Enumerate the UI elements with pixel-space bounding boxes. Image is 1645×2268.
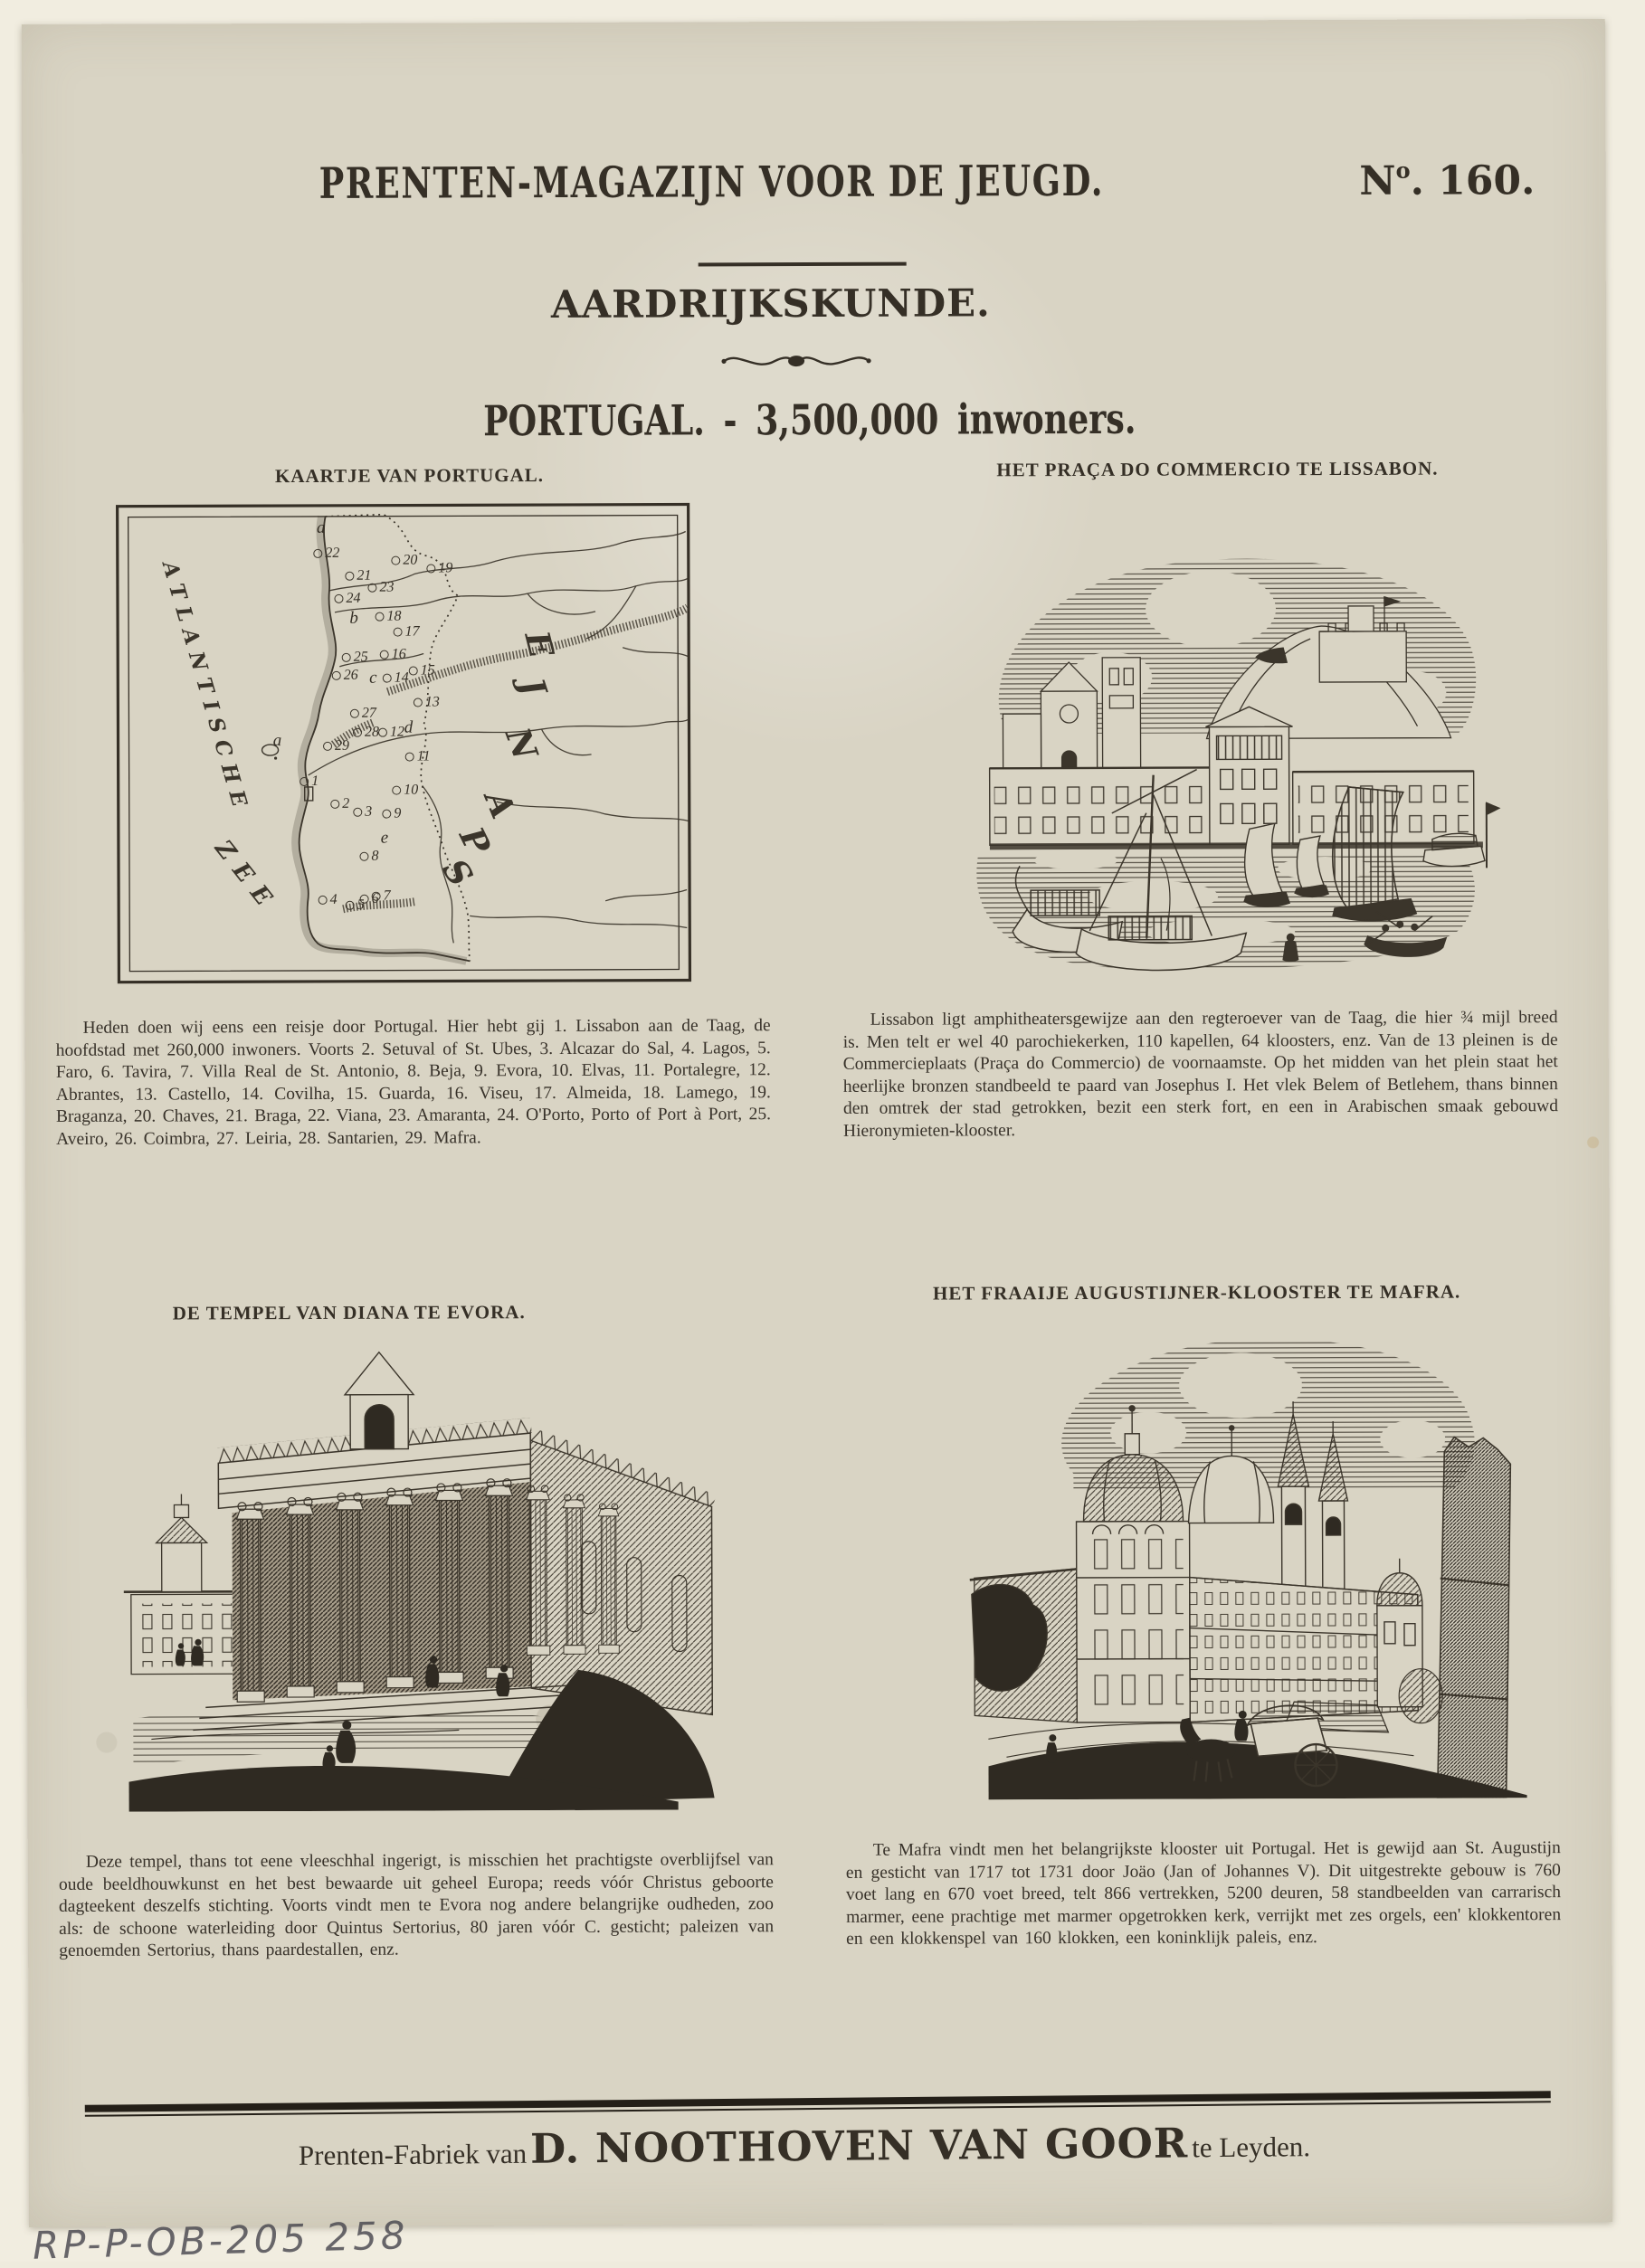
- splet-E: E: [517, 627, 562, 661]
- lisbon-engraving-svg: [939, 540, 1502, 976]
- maplet-d: d: [404, 718, 414, 738]
- body-text-evora: Deze tempel, thans tot eene vleeschhal ingerigt, is misschien het prachtigste overblijfsel van oude beeldhouwkunst en het best bewaarde uit geheel Europa; reeds vóór Christus geboorte dagteekent deszelfs stichting. Voorts vindt men te Evora nog andere belangrijke oudheden, zoo als: de schoone waterleiding door Quintus Sertorius, 80 jaren vóór C. gesticht; paleizen van genoemden Sertorius, thans paardestallen, enz.: [59, 1849, 774, 1963]
- mapmark-6: 6: [360, 891, 379, 907]
- mapmark-17: 17: [394, 624, 420, 641]
- imprint-line: [216, 2117, 1393, 2175]
- subject-title-text: PORTUGAL. - 3,500,000 inwoners.: [484, 394, 1136, 446]
- mapmark-2: 2: [330, 796, 349, 812]
- mapmark-8: 8: [359, 849, 378, 865]
- lisbon-engraving: [939, 540, 1502, 976]
- pedestrian-figure: [1046, 1734, 1057, 1762]
- body-text-map: Heden doen wij eens een reisje door Portugal. Hier hebt gij 1. Lissabon aan de Taag, de hoofdstad met 260,000 inwoners. Voorts 2. Setuval of St. Ubes, 3. Alcazar do Sal, 4. Lagos, 5. Faro, 6. Tavira, 7. Villa Real de St. Antonio, 8. Beja, 9. Evora, 10. Elvas, 11. Portalegre, 12. Abrantes, 13. Castello, 14. Covilha, 15. Guarda, 16. Viseu, 17. Almeida, 18. Lamego, 19. Braganza, 20. Chaves, 21. Braga, 22. Viana, 23. Amaranta, 24. O'Porto, Porto of Port à Port, 25. Aveiro, 26. Coimbra, 27. Leiria, 28. Santarien, 29. Mafra.: [56, 1015, 772, 1151]
- issue-number: [1359, 157, 1576, 204]
- section-title: AARDRIJKSKUNDE.: [228, 280, 1314, 327]
- maplet-a: a: [317, 518, 326, 538]
- mapmark-4: 4: [319, 892, 338, 908]
- imprint-suffix: te Leyden.: [1192, 2130, 1310, 2163]
- mapmark-3: 3: [353, 804, 372, 821]
- mapmark-21: 21: [345, 568, 371, 584]
- mapmark-27: 27: [350, 706, 376, 722]
- mapmark-1: 1: [300, 773, 319, 790]
- mapmark-15: 15: [409, 662, 435, 679]
- splet-J: J: [512, 673, 555, 700]
- caption-mafra: HET FRAAIJE AUGUSTIJNER-KLOOSTER TE MAFRA.: [926, 1280, 1469, 1305]
- left-wing: [970, 1569, 1081, 1722]
- temple-side-wall: [530, 1428, 718, 1715]
- caption-map: KAARTJE VAN PORTUGAL.: [138, 464, 680, 489]
- splet-S: S: [434, 851, 480, 893]
- splet-A: A: [477, 785, 524, 824]
- masthead-title-text: PRENTEN-MAGAZIJN VOOR DE JEUGD.: [319, 157, 1104, 209]
- mapmark-11: 11: [405, 748, 431, 764]
- mapmark-19: 19: [426, 560, 452, 576]
- mapmark-18: 18: [376, 609, 402, 625]
- mapmark-26: 26: [332, 668, 358, 684]
- mapmark-10: 10: [392, 783, 418, 799]
- caption-evora: DE TEMPEL VAN DIANA TE EVORA.: [78, 1301, 621, 1325]
- mapmark-29: 29: [323, 738, 349, 754]
- body-text-lisbon: Lissabon ligt amphitheatersgewijze aan den regteroever van de Taag, die hier ¾ mijl breed is. Men telt er wel 40 parochiekerken, 110 kapellen, 64 kloosters, enz. Van de 13 pleinen is de Commercieplaats (Praça do Commercio) de voornaamste. Op het midden van het plein staat het heerlijke bronzen standbeeld te paard van Josephus I. Het vlek Belem of Betlehem, thans binnen den omtrek der stad getrokken, bezit een sterk fort, en een in Arabischen smaak gebouwd Hieronymieten-klooster.: [843, 1007, 1559, 1143]
- ornament-flourish: [718, 348, 874, 375]
- maplet-b: b: [349, 609, 358, 629]
- mapmark-7: 7: [372, 888, 391, 905]
- map-markers-layer: [116, 502, 692, 983]
- mafra-monastery-svg: [924, 1305, 1541, 1799]
- splet-N: N: [498, 723, 546, 765]
- caption-lisbon: HET PRAÇA DO COMMERCIO TE LISSABON.: [946, 457, 1488, 481]
- evora-temple-engraving: [78, 1325, 727, 1811]
- sea-label-atlantische: ATLANTISCHE: [157, 558, 254, 817]
- mapmark-9: 9: [382, 806, 401, 822]
- body-text-mafra: Te Mafra vindt men het belangrijkste klooster uit Portugal. Het is gewijd aan St. Augustijn en gesticht van 1717 tot 1731 door Joäo (Jan of Johannes V). Dit uitgestrekte gebouw is 760 voet lang en 670 voet breed, telt 866 vertrekken, 5200 deuren, 58 standbeelden van carrarisch marmer, eene prachtige met marmer opgetrokken kerk, verrijkt met zes orgels, een' klokkentoren en een klokkenspel van 160 klokken, een koninklijk paleis, enz.: [846, 1837, 1561, 1951]
- maplet-a: a: [273, 731, 282, 751]
- mapmark-28: 28: [353, 725, 379, 741]
- imprint-prefix: Prenten-Fabriek van: [299, 2138, 528, 2171]
- splet-P: P: [452, 821, 499, 860]
- mapmark-25: 25: [342, 650, 368, 666]
- handwritten-inventory-number: RP-P-OB-205 258: [32, 2213, 409, 2268]
- footer-rule: [85, 2091, 1551, 2118]
- maplet-c: c: [369, 669, 377, 688]
- issue-superscript: o: [1395, 157, 1410, 184]
- mapmark-5: 5: [346, 897, 365, 914]
- bell-gable: [345, 1352, 414, 1449]
- mapmark-12: 12: [378, 725, 404, 741]
- title-rule: [699, 262, 907, 267]
- issue-prefix: N: [1359, 158, 1395, 204]
- mapmark-13: 13: [414, 694, 440, 710]
- ornament-flourish-svg: [718, 348, 874, 375]
- maplet-e: e: [381, 829, 389, 849]
- imprint-publisher: D. NOOTHOVEN VAN GOOR: [530, 2119, 1189, 2172]
- mapmark-23: 23: [367, 580, 394, 596]
- mapmark-20: 20: [391, 553, 417, 569]
- map-figure: [116, 502, 692, 983]
- mafra-monastery-engraving: [924, 1305, 1541, 1799]
- evora-temple-svg: [78, 1325, 727, 1811]
- issue-rest: . 160.: [1411, 157, 1536, 204]
- subject-title: [267, 394, 1353, 446]
- right-wing: [1190, 1559, 1423, 1722]
- print-sheet: [22, 19, 1612, 2227]
- masthead-title: [168, 156, 1254, 209]
- mapmark-22: 22: [313, 546, 339, 562]
- mapmark-14: 14: [383, 670, 409, 687]
- mapmark-24: 24: [334, 591, 360, 607]
- sea-label-zee: ZEE: [209, 835, 283, 919]
- mapmark-16: 16: [380, 647, 406, 663]
